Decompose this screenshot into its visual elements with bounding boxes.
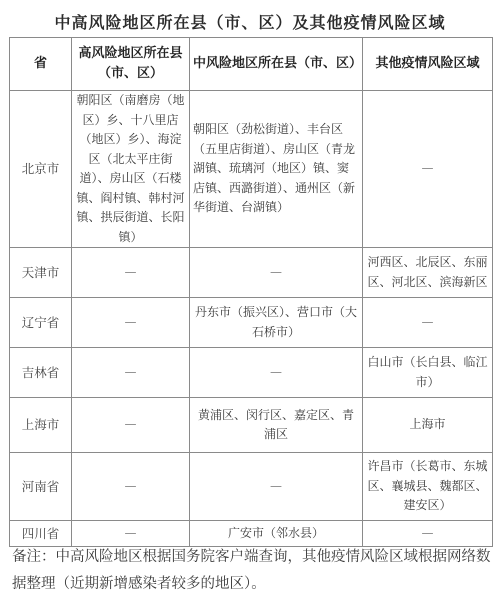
header-high-risk: 高风险地区所在县（市、区） bbox=[72, 38, 190, 91]
province-cell: 吉林省 bbox=[10, 348, 72, 398]
other-risk-cell: 白山市（长白县、临江市） bbox=[363, 348, 493, 398]
footnote: 备注：中高风险地区根据国务院客户端查询，其他疫情风险区域根据网络数据整理（近期新增感染者较多的地区）。 bbox=[12, 549, 491, 592]
risk-area-table bbox=[9, 37, 493, 547]
other-risk-cell: 许昌市（长葛市、东城区、襄城县、魏都区、建安区） bbox=[363, 453, 493, 521]
high-risk-cell: — bbox=[72, 248, 190, 298]
medium-risk-cell: — bbox=[190, 348, 363, 398]
medium-risk-cell: 广安市（邻水县） bbox=[190, 521, 363, 547]
province-cell: 北京市 bbox=[10, 91, 72, 248]
table-row bbox=[10, 348, 493, 398]
province-cell: 四川省 bbox=[10, 521, 72, 547]
header-medium-risk: 中风险地区所在县（市、区） bbox=[190, 38, 363, 91]
high-risk-cell: — bbox=[72, 298, 190, 348]
medium-risk-cell: — bbox=[190, 248, 363, 298]
other-risk-cell: — bbox=[363, 91, 493, 248]
province-cell: 河南省 bbox=[10, 453, 72, 521]
table-header-row bbox=[10, 38, 493, 91]
medium-risk-cell: 黄浦区、闵行区、嘉定区、青浦区 bbox=[190, 398, 363, 453]
other-risk-cell: — bbox=[363, 298, 493, 348]
table-row bbox=[10, 521, 493, 547]
document-title: 中高风险地区所在县（市、区）及其他疫情风险区域 bbox=[54, 13, 446, 32]
high-risk-cell: — bbox=[72, 348, 190, 398]
high-risk-cell: — bbox=[72, 398, 190, 453]
high-risk-cell: — bbox=[72, 521, 190, 547]
high-risk-cell: 朝阳区（南磨房（地区）乡、十八里店（地区）乡）、海淀区（北太平庄街道）、房山区（石楼镇、阎村镇、韩村河镇、拱辰街道、长阳镇） bbox=[72, 91, 190, 248]
medium-risk-cell: — bbox=[190, 453, 363, 521]
other-risk-cell: 河西区、北辰区、东丽区、河北区、滨海新区 bbox=[363, 248, 493, 298]
other-risk-cell: — bbox=[363, 521, 493, 547]
header-other-risk: 其他疫情风险区域 bbox=[363, 38, 493, 91]
province-cell: 天津市 bbox=[10, 248, 72, 298]
medium-risk-cell: 朝阳区（劲松街道）、丰台区（五里店街道）、房山区（青龙湖镇、琉璃河（地区）镇、窦店镇、西潞街道）、通州区（新华街道、台湖镇） bbox=[190, 91, 363, 248]
high-risk-cell: — bbox=[72, 453, 190, 521]
table-row bbox=[10, 248, 493, 298]
table-row bbox=[10, 298, 493, 348]
table-row bbox=[10, 398, 493, 453]
province-cell: 上海市 bbox=[10, 398, 72, 453]
table-row bbox=[10, 91, 493, 248]
header-province: 省 bbox=[10, 38, 72, 91]
other-risk-cell: 上海市 bbox=[363, 398, 493, 453]
medium-risk-cell: 丹东市（振兴区）、营口市（大石桥市） bbox=[190, 298, 363, 348]
province-cell: 辽宁省 bbox=[10, 298, 72, 348]
table-row bbox=[10, 453, 493, 521]
